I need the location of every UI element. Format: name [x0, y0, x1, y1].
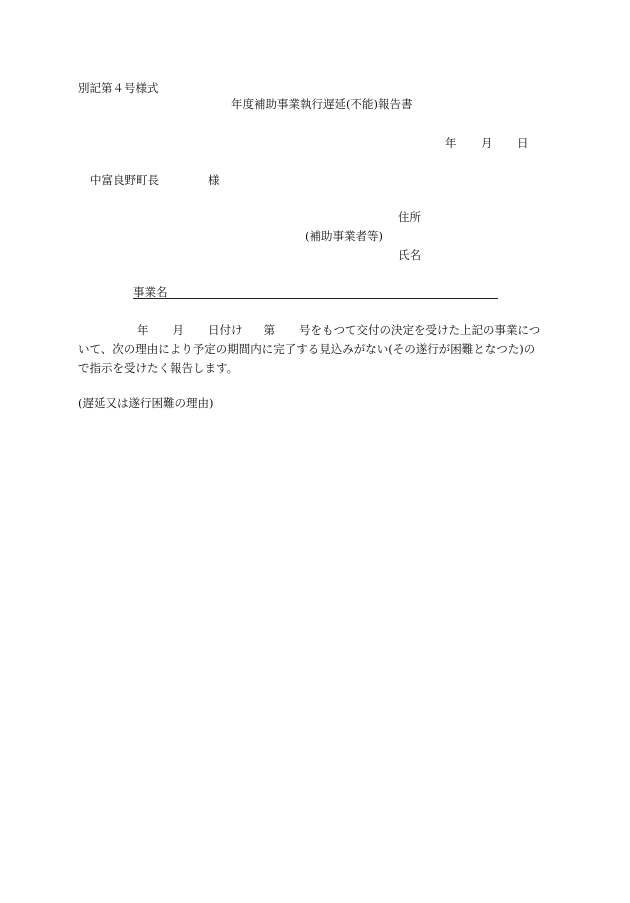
addressee-name: 中富良野町長 — [90, 173, 159, 187]
address-label: 住所 — [398, 210, 421, 224]
form-number: 別記第４号様式 — [78, 81, 159, 95]
report-body-line-1 — [78, 323, 558, 342]
addressee-suffix: 様 — [208, 173, 220, 187]
project-name-label: 事業名 — [133, 285, 168, 299]
applicant-role-label: (補助事業者等) — [305, 229, 383, 243]
report-body — [78, 323, 558, 380]
date-year-label: 年 — [445, 136, 457, 150]
body-line1-text: 号をもつて交付の決定を受けた上記の事業につ — [299, 323, 541, 337]
project-name-line — [171, 298, 498, 299]
name-label: 氏名 — [398, 248, 421, 262]
report-body-line-3: で指示を受けたく報告します。 — [78, 361, 239, 375]
body-year-label: 年 — [137, 323, 149, 337]
date-month-label: 月 — [481, 136, 493, 150]
body-day-label: 日付け — [208, 323, 243, 337]
date-day-label: 日 — [517, 136, 529, 150]
project-label-underline — [133, 298, 171, 299]
document-title: 年度補助事業執行遅延(不能)報告書 — [231, 97, 413, 111]
report-body-line-2: いて、次の理由により予定の期間内に完了する見込みがない(その遂行が困難となつた)の — [78, 342, 536, 356]
reason-label: (遅延又は遂行困難の理由) — [78, 396, 214, 410]
body-number-prefix: 第 — [263, 323, 275, 337]
body-month-label: 月 — [172, 323, 184, 337]
